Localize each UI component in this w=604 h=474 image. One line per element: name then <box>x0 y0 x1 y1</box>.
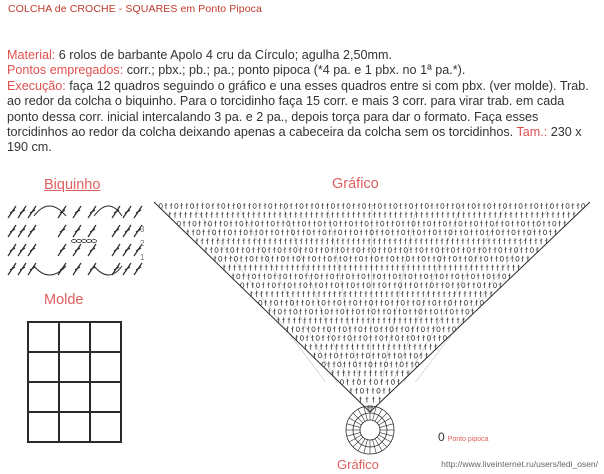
molde-row <box>28 322 121 352</box>
page-title: COLCHA de CROCHE - SQUARES em Ponto Pipoca <box>8 3 262 15</box>
grafico-stitches <box>154 202 590 412</box>
molde-square <box>28 322 59 352</box>
biquinho-row-label: 1 <box>140 253 145 262</box>
molde-grid <box>27 321 122 443</box>
molde-square <box>59 412 90 442</box>
ponto-pipoca-symbol: 0 <box>438 430 445 444</box>
biquinho-row-label: 2 <box>140 239 145 248</box>
molde-square <box>28 412 59 442</box>
center-motif <box>346 406 394 454</box>
pontos-label: Pontos empregados: <box>7 63 124 78</box>
biquinho-stitches <box>8 206 145 275</box>
molde-square <box>59 382 90 412</box>
pontos-text: corr.; pbx.; pb.; pa.; ponto pipoca (*4 pa. e 1 pbx. no 1ª pa.*). <box>123 63 466 78</box>
material-label: Material: <box>7 48 56 62</box>
grafico-chart <box>152 194 592 456</box>
tam-text: 230 x 190 cm. <box>7 125 582 155</box>
legend-label: Ponto pipoca <box>447 436 489 443</box>
biquinho-row-label: 3 <box>140 225 145 234</box>
molde-square <box>59 322 90 352</box>
molde-row <box>28 352 121 382</box>
biquinho-heading: Biquinho <box>44 177 101 193</box>
molde-square <box>90 322 121 352</box>
molde-square <box>90 352 121 382</box>
molde-square <box>90 412 121 442</box>
molde-row <box>28 382 121 412</box>
execucao-text: faça 12 quadros seguindo o gráfico e una esses quadros entre si com pbx. (ver molde). Trab. ao redor da colcha o biquinho. Para o torcidinho faça 15 corr. e mais 3 corr. para virar trab. em cada ponto dessa corr. inicial intercalando 3 pa. e 2 pa., depois torça para dar o formato. Faça esses torcidinhos ao redor da colcha deixando apenas a cabeceira da colcha sem os torcidinhos. <box>7 78 589 140</box>
biquinho-chart <box>4 196 154 286</box>
molde-row <box>28 412 121 442</box>
grafico-heading: Gráfico <box>332 176 379 192</box>
material-text: 6 rolos de barbante Apolo 4 cru da Círculo; agulha 2,50mm. <box>55 48 393 62</box>
tam-label: Tam.: <box>516 125 548 140</box>
molde-square <box>90 382 121 412</box>
molde-heading: Molde <box>44 292 84 308</box>
molde-square <box>59 352 90 382</box>
instructions-text <box>7 48 599 156</box>
execucao-label: Execução: <box>7 78 66 93</box>
source-url: http://www.liveinternet.ru/users/ledi_osen/ <box>441 459 598 469</box>
molde-square <box>28 352 59 382</box>
grafico-footer-label: Gráfico <box>337 457 379 472</box>
molde-square <box>28 382 59 412</box>
legend <box>438 430 489 444</box>
